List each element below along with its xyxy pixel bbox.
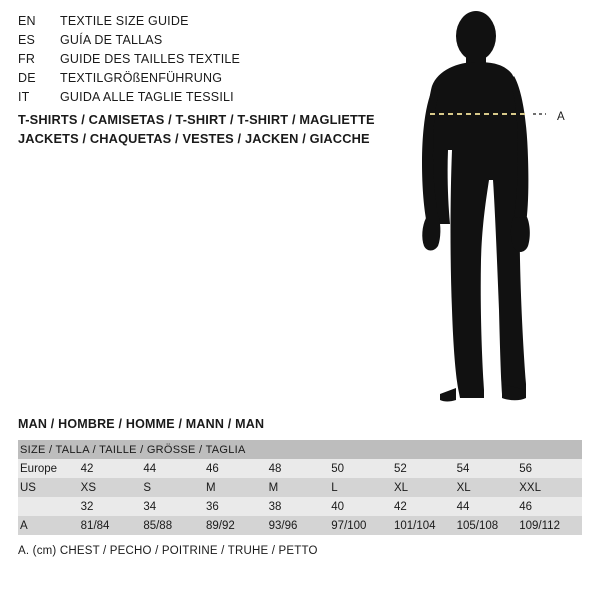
row-cell: L	[331, 478, 394, 497]
language-list	[18, 14, 348, 109]
table-row	[18, 459, 582, 478]
row-cell: 109/112	[519, 516, 582, 535]
language-row	[18, 52, 348, 71]
row-cell: 56	[519, 459, 582, 478]
language-code: ES	[18, 33, 36, 47]
footnote: A. (cm) CHEST / PECHO / POITRINE / TRUHE / PETTO	[18, 545, 318, 557]
male-silhouette-icon	[400, 10, 600, 410]
row-label: US	[18, 478, 81, 497]
language-code: FR	[18, 52, 36, 66]
row-cell: 85/88	[143, 516, 206, 535]
table-header-label: SIZE / TALLA / TAILLE / GRÖSSE / TAGLIA	[18, 440, 582, 459]
row-cell: 44	[143, 459, 206, 478]
language-text: TEXTILGRÖßENFÜHRUNG	[60, 71, 223, 85]
row-cell: 50	[331, 459, 394, 478]
size-table-wrap	[18, 440, 582, 535]
row-label: A	[18, 516, 81, 535]
row-cell: 54	[457, 459, 520, 478]
language-row	[18, 90, 348, 109]
row-cell: 38	[269, 497, 332, 516]
language-text: GUÍA DE TALLAS	[60, 33, 163, 47]
language-text: TEXTILE SIZE GUIDE	[60, 14, 189, 28]
row-cell: M	[206, 478, 269, 497]
row-cell: 36	[206, 497, 269, 516]
row-cell: 44	[457, 497, 520, 516]
table-section-title: MAN / HOMBRE / HOMME / MANN / MAN	[18, 417, 265, 431]
row-cell: XS	[81, 478, 144, 497]
language-code: DE	[18, 71, 36, 85]
row-cell: XL	[457, 478, 520, 497]
row-cell: 101/104	[394, 516, 457, 535]
row-label: Europe	[18, 459, 81, 478]
category-headings	[18, 110, 418, 148]
row-cell: 46	[206, 459, 269, 478]
category-tshirts: T-SHIRTS / CAMISETAS / T-SHIRT / T-SHIRT / MAGLIETTE	[18, 112, 375, 127]
row-cell: 40	[331, 497, 394, 516]
language-row	[18, 14, 348, 33]
language-code: EN	[18, 14, 36, 28]
size-table	[18, 440, 582, 535]
language-text: GUIDA ALLE TAGLIE TESSILI	[60, 90, 234, 104]
row-cell: XXL	[519, 478, 582, 497]
row-cell: 105/108	[457, 516, 520, 535]
language-row	[18, 33, 348, 52]
table-header-row	[18, 440, 582, 459]
table-row	[18, 478, 582, 497]
category-jackets: JACKETS / CHAQUETAS / VESTES / JACKEN / GIACCHE	[18, 131, 370, 146]
measure-label-a: A	[557, 111, 566, 123]
row-cell: 89/92	[206, 516, 269, 535]
body-figure	[400, 10, 600, 410]
row-label	[18, 497, 81, 516]
row-cell: 81/84	[81, 516, 144, 535]
language-text: GUIDE DES TAILLES TEXTILE	[60, 52, 241, 66]
table-row	[18, 516, 582, 535]
row-cell: 34	[143, 497, 206, 516]
language-code: IT	[18, 90, 30, 104]
row-cell: 97/100	[331, 516, 394, 535]
row-cell: 42	[394, 497, 457, 516]
row-cell: 93/96	[269, 516, 332, 535]
row-cell: 52	[394, 459, 457, 478]
row-cell: XL	[394, 478, 457, 497]
row-cell: 48	[269, 459, 332, 478]
table-row	[18, 497, 582, 516]
row-cell: 46	[519, 497, 582, 516]
row-cell: 42	[81, 459, 144, 478]
row-cell: M	[269, 478, 332, 497]
language-row	[18, 71, 348, 90]
row-cell: S	[143, 478, 206, 497]
row-cell: 32	[81, 497, 144, 516]
